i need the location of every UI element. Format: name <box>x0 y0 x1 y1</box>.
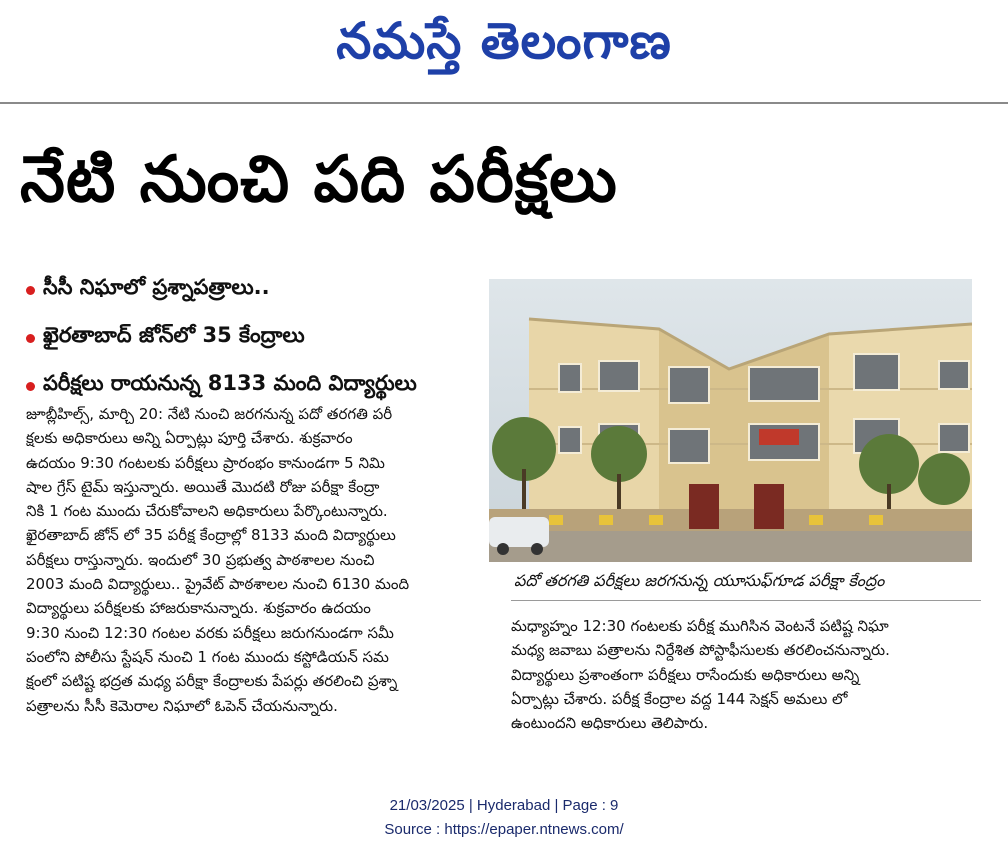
exam-center-photo <box>489 279 972 562</box>
bullet-dot-icon <box>26 382 35 391</box>
bullet-dot-icon <box>26 286 35 295</box>
article-line: 2003 మంది విద్యార్థులు.. ప్రైవేట్ పాఠశాలల నుంచి 6130 మంది <box>26 575 410 594</box>
bullet-text: సీసీ నిఘాలో ప్రశ్నాపత్రాలు.. <box>43 275 270 299</box>
article-line: పత్రాలను సీసీ కెమెరాల నిఘాలో ఓపెన్ చేయనున్నారు. <box>26 696 338 715</box>
article-line: మధ్యాహ్నం 12:30 గంటలకు పరీక్ష ముగిసిన వెంటనే పటిష్ట నిఘా <box>511 617 889 635</box>
article-body-right <box>511 614 981 735</box>
article-body-left <box>26 402 488 718</box>
photo-caption: పదో తరగతి పరీక్షలు జరగనున్న యూసుఫ్‌గూడ పరీక్షా కేంద్రం <box>514 571 885 590</box>
bullet-text: ఖైరతాబాద్ జోన్‌లో 35 కేంద్రాలు <box>43 323 305 347</box>
article-line: విద్యార్థులు ప్రశాంతంగా పరీక్షలు రాసేందుకు అధికారులు అన్ని <box>511 665 860 684</box>
masthead-divider <box>0 102 1008 104</box>
school-building-illustration <box>489 279 972 562</box>
bullet-dot-icon <box>26 334 35 343</box>
article-line: ఉంటుందని అధికారులు తెలిపారు. <box>511 714 709 733</box>
subhead-bullet <box>26 314 486 362</box>
article-line: జూబ్లీహిల్స్, మార్చి 20: నేటి నుంచి జరగనున్న పదో తరగతి పరీ <box>26 405 393 423</box>
article-line: క్షంలో పటిష్ట భద్రత మధ్య పరీక్షా కేంద్రాలకు పేపర్లు తరలించి ప్రశ్నా <box>26 672 398 691</box>
source-link[interactable]: Source : https://epaper.ntnews.com/ <box>384 821 624 838</box>
edition-info: 21/03/2025 | Hyderabad | Page : 9 <box>389 797 619 814</box>
subhead-bullet <box>26 266 486 314</box>
article-line: విద్యార్థులు పరీక్షలకు హాజరుకానున్నారు. శుక్రవారం ఉదయం <box>26 599 371 618</box>
newspaper-logo: నమస్తే తెలంగాణ <box>336 12 672 70</box>
article-line: మధ్య జవాబు పత్రాలను నిర్దేశిత పోస్టాఫీసులకు తరలించనున్నారు. <box>511 641 890 660</box>
bullet-text: పరీక్షలు రాయనున్న 8133 మంది విద్యార్థులు <box>43 371 417 395</box>
article-headline: నేటి నుంచి పది పరీక్షలు <box>20 143 618 217</box>
article-line: పంలోని పోలీసు స్టేషన్ నుంచి 1 గంట ముందు కస్టోడియన్ సమ <box>26 647 389 666</box>
article-line: పరీక్షలు రాస్తున్నారు. ఇందులో 30 ప్రభుత్వ పాఠశాలల నుంచి <box>26 550 375 569</box>
page-footer <box>0 794 1008 842</box>
article-line: ఏర్పాట్లు చేశారు. పరీక్ష కేంద్రాల వద్ద 144 సెక్షన్ అమలు లో <box>511 689 848 708</box>
article-line: క్షలకు అధికారులు అన్ని ఏర్పాట్లు పూర్తి చేశారు. శుక్రవారం <box>26 429 353 448</box>
masthead <box>0 0 1008 92</box>
subhead-bullets <box>26 266 486 410</box>
article-line: షాల గ్రేస్ టైమ్ ఇస్తున్నారు. అయితే మొదటి రోజు పరీక్షా కేంద్రా <box>26 477 380 496</box>
caption-divider <box>511 600 981 601</box>
article-line: నికి 1 గంట ముందు చేరుకోవాలని అధికారులు పేర్కొంటున్నారు. <box>26 502 388 521</box>
article-line: ఖైరతాబాద్ జోన్ లో 35 పరీక్ష కేంద్రాల్లో 8133 మంది విద్యార్థులు <box>26 526 396 545</box>
article-line: ఉదయం 9:30 గంటలకు పరీక్షలు ప్రారంభం కానుండగా 5 నిమి <box>26 453 385 472</box>
article-line: 9:30 నుంచి 12:30 గంటల వరకు పరీక్షలు జరుగనుండగా సమీ <box>26 623 394 642</box>
